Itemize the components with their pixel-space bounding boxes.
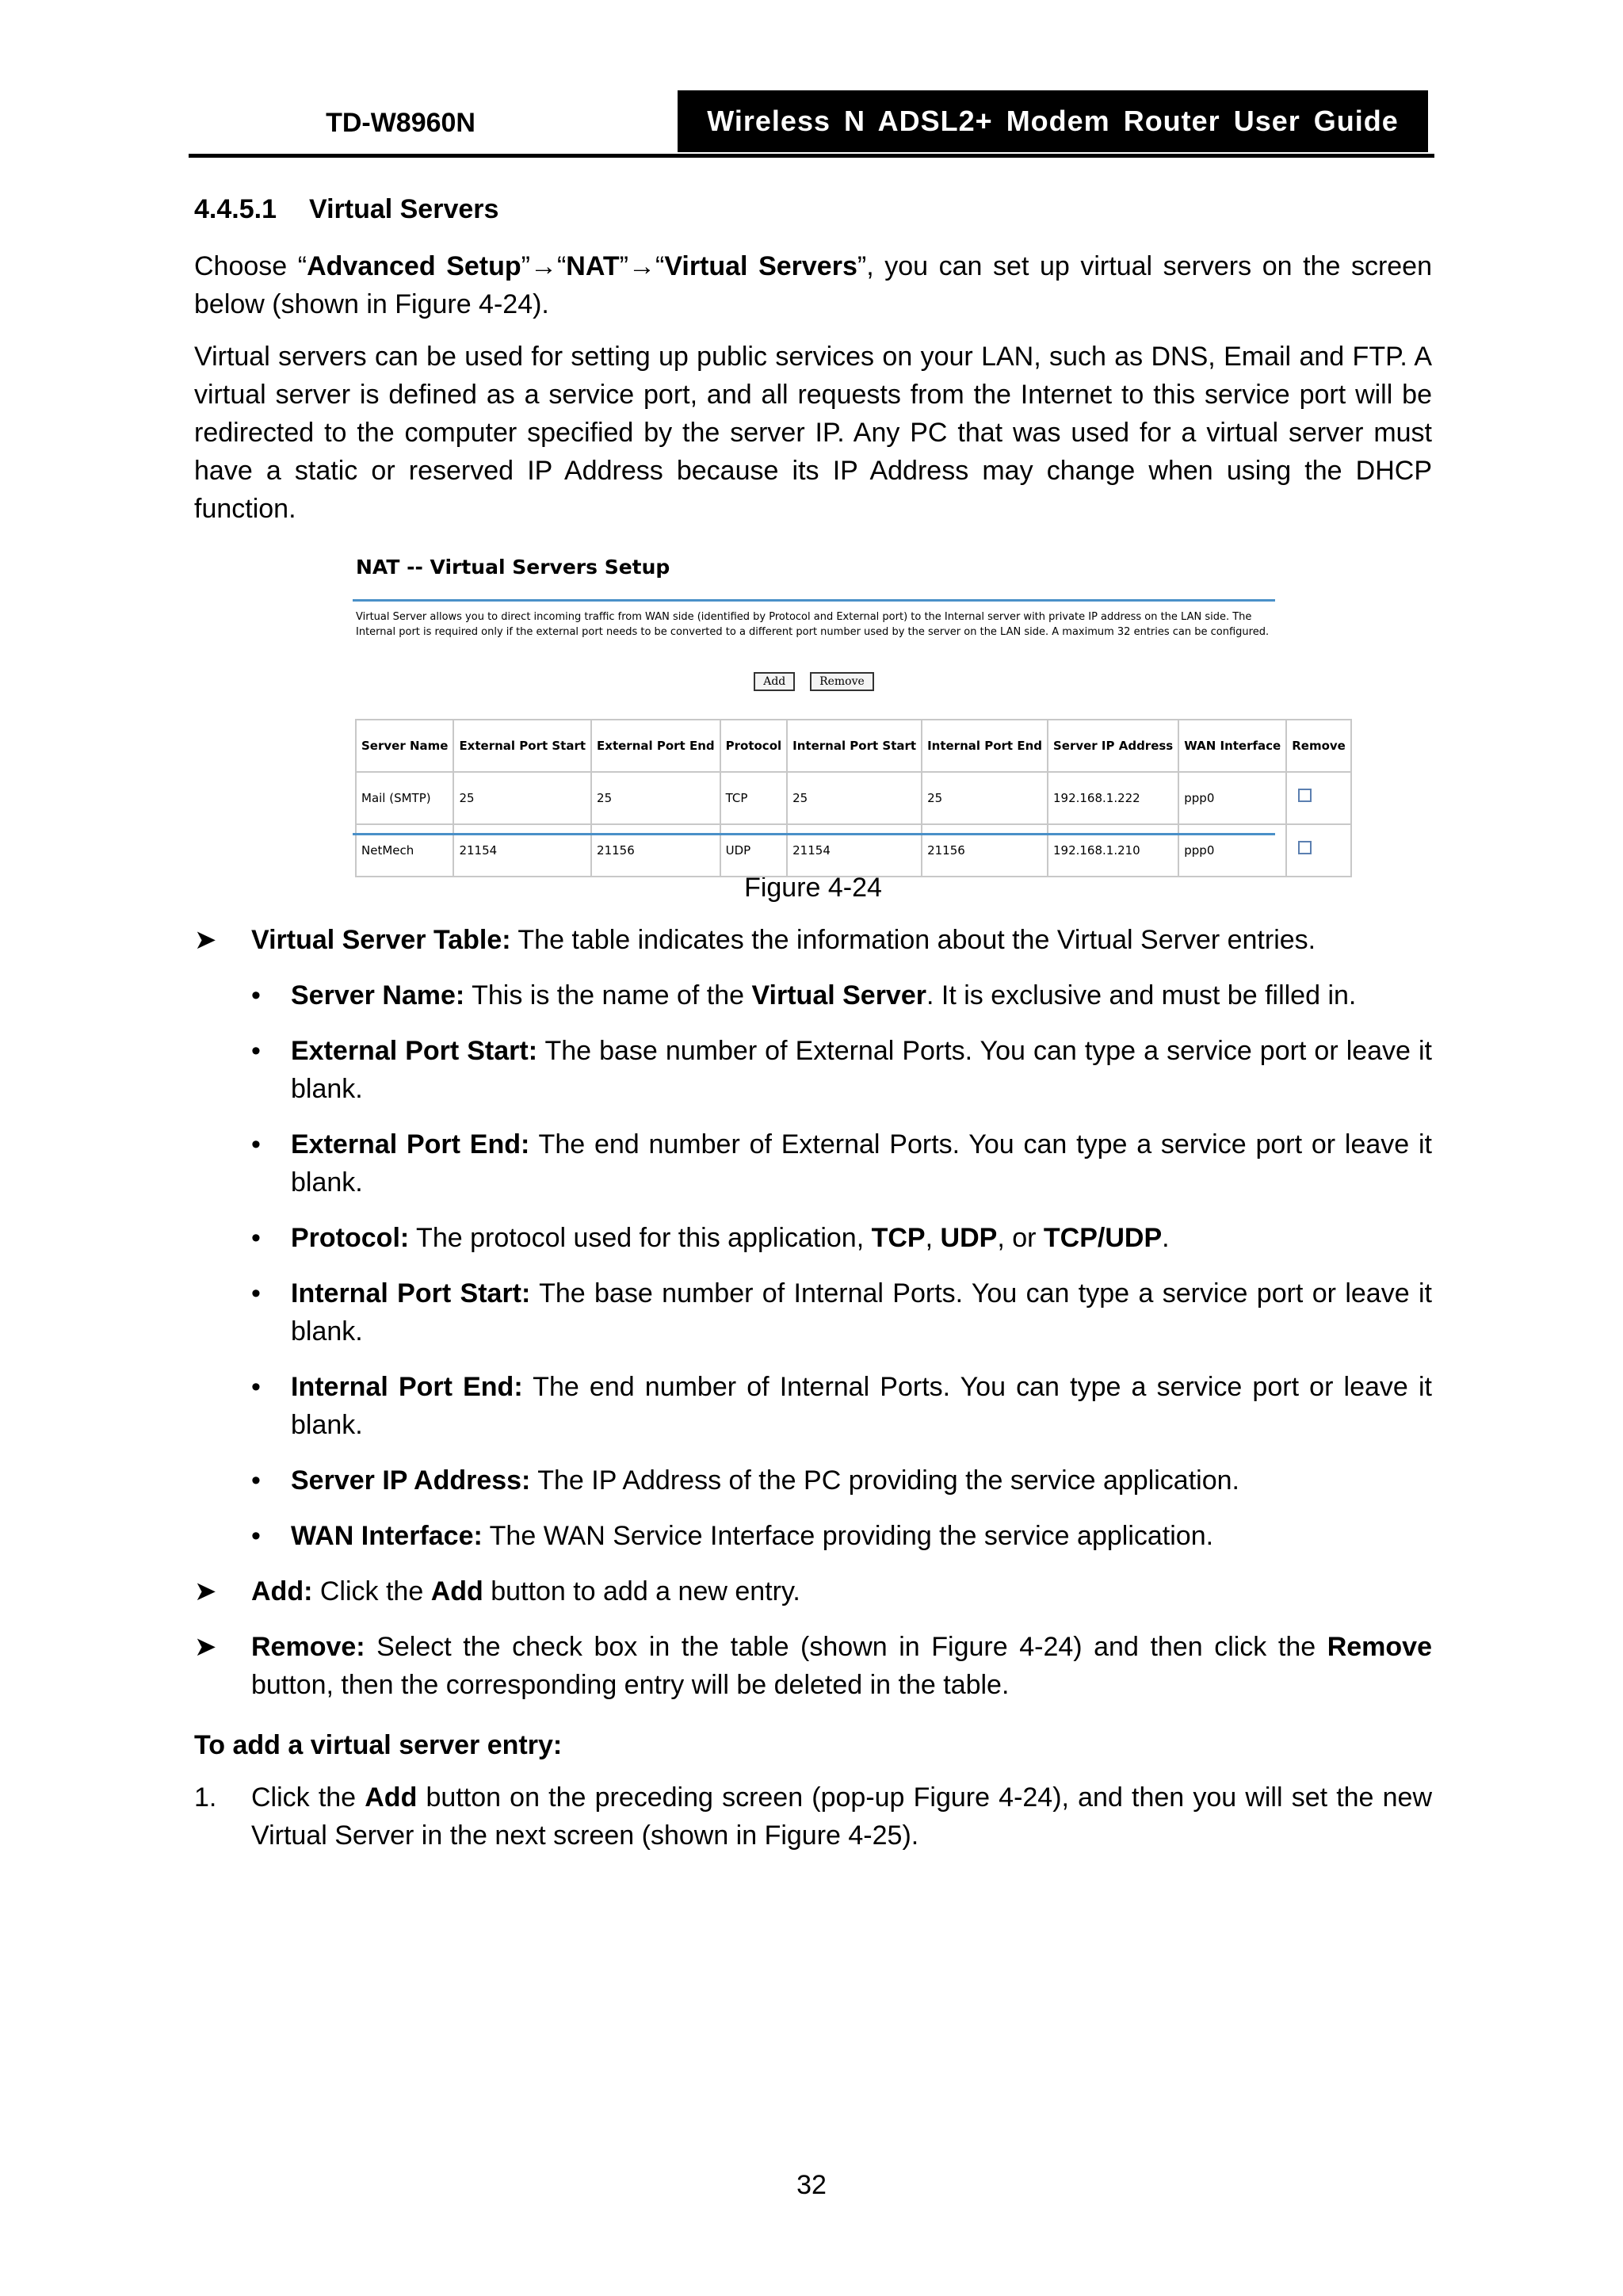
page-content bbox=[194, 190, 1432, 1855]
remove-checkbox[interactable] bbox=[1298, 841, 1312, 854]
nat-description: Virtual Server allows you to direct incoming traffic from WAN side (identified by Protocol and External port) to the Internal server with private IP address on the LAN side. The Internal port is required only if the external port needs to be converted to a different port number used by the server on the LAN side. A maximum 32 entries can be configured. bbox=[356, 611, 1270, 638]
cell-internal-port-start: 21154 bbox=[787, 824, 922, 877]
intro-paragraph-2: Virtual servers can be used for setting up public services on your LAN, such as DNS, Email and FTP. A virtual server is defined as a service port, and all requests from the Internet to this service port will be redirected to the computer specified by the server IP. Any PC that was used for a virtual server must have a static or reserved IP Address because its IP Address may change when using the DHCP function. bbox=[194, 342, 1432, 524]
col-server-name: Server Name bbox=[356, 720, 453, 772]
desc-remove: ➤ Remove: Select the check box in the table (shown in Figure 4-24) and then click the Remove button, then the corresponding entry will be deleted in the table. bbox=[194, 1628, 1432, 1704]
desc-external-port-end: • External Port End: The end number of External Ports. You can type a service port or leave it blank. bbox=[194, 1125, 1432, 1201]
bullet-icon: • bbox=[251, 1036, 261, 1066]
intro-paragraph-1: Choose “Advanced Setup”→“NAT”→“Virtual Servers”, you can set up virtual servers on the screen below (shown in Figure 4-24). bbox=[194, 251, 1433, 319]
remove-button[interactable]: Remove bbox=[810, 672, 874, 691]
cell-internal-port-start: 25 bbox=[787, 772, 922, 824]
page-number: 32 bbox=[796, 2170, 827, 2200]
step-number: 1. bbox=[194, 1782, 217, 1813]
cell-wan-interface: ppp0 bbox=[1178, 824, 1286, 877]
bullet-icon: • bbox=[251, 1129, 261, 1159]
arrow-bullet-icon: ➤ bbox=[194, 925, 217, 955]
cell-internal-port-end: 25 bbox=[922, 772, 1048, 824]
nat-screenshot bbox=[353, 542, 1346, 877]
table-row bbox=[356, 772, 1351, 824]
cell-external-port-start: 21154 bbox=[453, 824, 591, 877]
section-number: 4.4.5.1 bbox=[194, 194, 277, 224]
col-server-ip: Server IP Address bbox=[1048, 720, 1178, 772]
col-internal-port-end: Internal Port End bbox=[922, 720, 1048, 772]
cell-remove bbox=[1286, 824, 1351, 877]
desc-internal-port-start: • Internal Port Start: The base number of Internal Ports. You can type a service port or leave it blank. bbox=[194, 1274, 1432, 1350]
cell-wan-interface: ppp0 bbox=[1178, 772, 1286, 824]
procedure-step-1: 1. Click the Add button on the preceding screen (pop-up Figure 4-24), and then you will set the new Virtual Server in the next screen (shown in Figure 4-25). bbox=[194, 1778, 1432, 1855]
col-external-port-end: External Port End bbox=[591, 720, 720, 772]
col-external-port-start: External Port Start bbox=[453, 720, 591, 772]
bullet-icon: • bbox=[251, 1372, 261, 1402]
header-rule bbox=[189, 154, 1434, 158]
bullet-icon: • bbox=[251, 1223, 261, 1253]
desc-internal-port-end: • Internal Port End: The end number of Internal Ports. You can type a service port or leave it blank. bbox=[194, 1368, 1432, 1444]
cell-internal-port-end: 21156 bbox=[922, 824, 1048, 877]
cell-external-port-end: 21156 bbox=[591, 824, 720, 877]
arrow-bullet-icon: ➤ bbox=[194, 1576, 217, 1606]
arrow-bullet-icon: ➤ bbox=[194, 1632, 217, 1662]
table-row bbox=[356, 824, 1351, 877]
desc-external-port-start: • External Port Start: The base number of External Ports. You can type a service port or leave it blank. bbox=[194, 1032, 1432, 1108]
model-name: TD-W8960N bbox=[326, 108, 475, 138]
cell-external-port-end: 25 bbox=[591, 772, 720, 824]
desc-add: ➤ Add: Click the Add button to add a new entry. bbox=[194, 1572, 1432, 1610]
figure-4-24 bbox=[353, 542, 1346, 858]
procedure-heading: To add a virtual server entry: bbox=[194, 1730, 563, 1760]
col-wan-interface: WAN Interface bbox=[1178, 720, 1286, 772]
cell-external-port-start: 25 bbox=[453, 772, 591, 824]
cell-server-name: Mail (SMTP) bbox=[356, 772, 453, 824]
section-title: Virtual Servers bbox=[309, 194, 499, 224]
page-header bbox=[189, 90, 1434, 155]
col-protocol: Protocol bbox=[720, 720, 788, 772]
add-button[interactable]: Add bbox=[754, 672, 795, 691]
bullet-icon: • bbox=[251, 980, 261, 1010]
desc-protocol: • Protocol: The protocol used for this application, TCP, UDP, or TCP/UDP. bbox=[194, 1219, 1432, 1257]
desc-wan-interface: • WAN Interface: The WAN Service Interface providing the service application. bbox=[194, 1517, 1432, 1555]
cell-remove bbox=[1286, 772, 1351, 824]
nat-title: NAT -- Virtual Servers Setup bbox=[356, 556, 670, 579]
remove-checkbox[interactable] bbox=[1298, 789, 1312, 802]
bullet-icon: • bbox=[251, 1278, 261, 1308]
figure-caption: Figure 4-24 bbox=[744, 873, 882, 903]
guide-title: Wireless N ADSL2+ Modem Router User Guide bbox=[678, 90, 1428, 152]
bullet-icon: • bbox=[251, 1521, 261, 1551]
field-descriptions bbox=[194, 976, 1432, 1555]
nat-button-row bbox=[353, 657, 1275, 695]
bullet-icon: • bbox=[251, 1465, 261, 1496]
cell-protocol: TCP bbox=[720, 772, 788, 824]
virtual-server-table bbox=[355, 719, 1352, 877]
col-remove: Remove bbox=[1286, 720, 1351, 772]
desc-virtual-server-table: ➤ Virtual Server Table: The table indicates the information about the Virtual Server entries. bbox=[194, 921, 1432, 959]
cell-server-ip: 192.168.1.222 bbox=[1048, 772, 1178, 824]
desc-server-name: • Server Name: This is the name of the Virtual Server. It is exclusive and must be filled in. bbox=[194, 976, 1432, 1014]
nat-bottom-rule bbox=[353, 833, 1275, 835]
cell-server-name: NetMech bbox=[356, 824, 453, 877]
table-header-row bbox=[356, 720, 1351, 772]
cell-server-ip: 192.168.1.210 bbox=[1048, 824, 1178, 877]
section-heading bbox=[194, 190, 1432, 228]
cell-protocol: UDP bbox=[720, 824, 788, 877]
col-internal-port-start: Internal Port Start bbox=[787, 720, 922, 772]
desc-server-ip: • Server IP Address: The IP Address of the PC providing the service application. bbox=[194, 1461, 1432, 1499]
